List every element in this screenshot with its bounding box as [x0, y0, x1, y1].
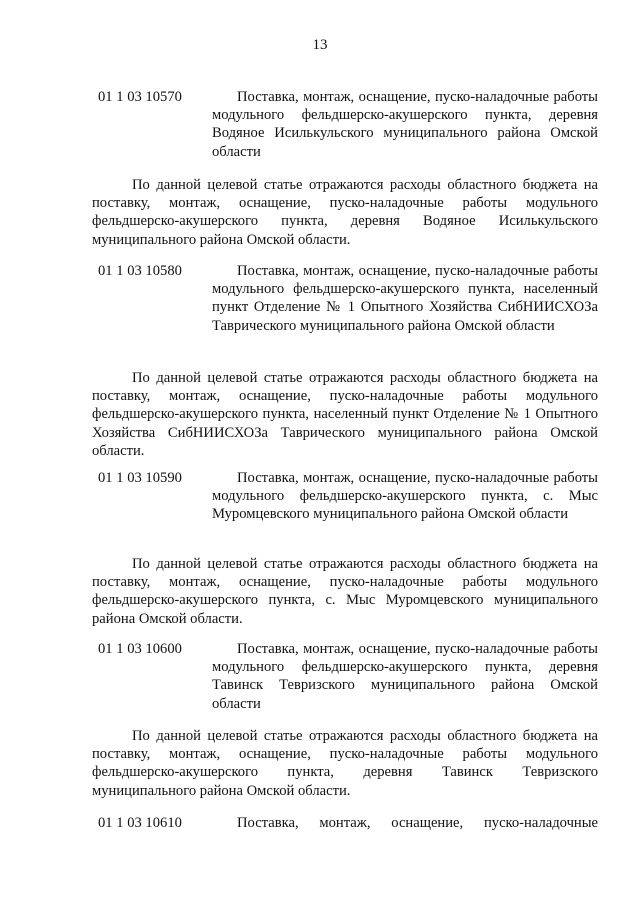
budget-entry-10610	[92, 814, 598, 832]
entry-description: По данной целевой статье отражаются расходы областного бюджета на поставку, монтаж, оснащение, пуско-наладочные работы модульного фельдшерско-акушерского пункта, деревня Тавинск Тевризского муниципального района Омской области.	[92, 728, 598, 799]
budget-entry-10570	[92, 88, 598, 161]
entry-title: Поставка, монтаж, оснащение, пуско-наладочные	[237, 815, 598, 831]
page-number: 13	[312, 37, 328, 53]
entry-description: По данной целевой статье отражаются расходы областного бюджета на поставку, монтаж, оснащение, пуско-наладочные работы модульного фельдшерско-акушерского пункта, с. Мыс Муромцевского муниципального района Омской области.	[92, 556, 598, 627]
budget-entry-10600	[92, 640, 598, 713]
entry-code: 01 1 03 10590	[98, 470, 182, 486]
entry-description: По данной целевой статье отражаются расходы областного бюджета на поставку, монтаж, оснащение, пуско-наладочные работы модульного фельдшерско-акушерского пункта, деревня Водяное Исилькульского муниципального района Омской области.	[92, 177, 598, 248]
budget-entry-10590	[92, 469, 598, 524]
entry-title: Поставка, монтаж, оснащение, пуско-наладочные работы модульного фельдшерско-акушерского пункта, деревня Тавинск Тевризского муниципального района Омской области	[212, 641, 598, 712]
entry-title: Поставка, монтаж, оснащение, пуско-наладочные работы модульного фельдшерско-акушерского пункта, населенный пункт Отделение № 1 Опытного Хозяйства СибНИИСХОЗа Таврического муниципального района Омской области	[212, 263, 598, 334]
entry-title: Поставка, монтаж, оснащение, пуско-наладочные работы модульного фельдшерско-акушерского пункта, с. Мыс Муромцевского муниципального района Омской области	[212, 470, 598, 523]
budget-entry-10580	[92, 262, 598, 335]
entry-code: 01 1 03 10580	[98, 263, 182, 279]
entry-title: Поставка, монтаж, оснащение, пуско-наладочные работы модульного фельдшерско-акушерского пункта, деревня Водяное Исилькульского муниципального района Омской области	[212, 89, 598, 160]
entry-description: По данной целевой статье отражаются расходы областного бюджета на поставку, монтаж, оснащение, пуско-наладочные работы модульного фельдшерско-акушерского пункта, населенный пункт Отделение № 1 Опытного Хозяйства СибНИИСХОЗа Таврического муниципального района Омской области.	[92, 370, 598, 459]
entry-code: 01 1 03 10570	[98, 89, 182, 105]
entry-code: 01 1 03 10600	[98, 641, 182, 657]
entry-code: 01 1 03 10610	[98, 815, 182, 831]
